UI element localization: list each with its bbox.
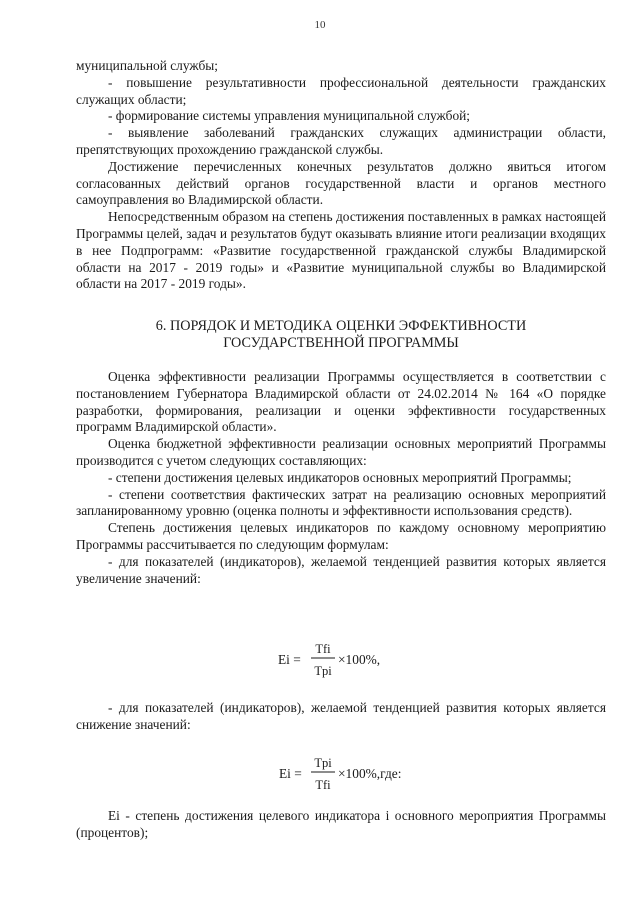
text-block-definition <box>76 808 606 842</box>
list-item: - степени соответствия фактических затрат на реализацию основных мероприятий запланированному уровню (оценка полноты и эффективности использования средств). <box>76 486 606 519</box>
list-item: - для показателей (индикаторов), желаемой тенденцией развития которых является снижение значений: <box>76 700 606 732</box>
text-block-decrease <box>76 700 606 734</box>
formula-denominator: Tpi <box>314 664 332 678</box>
page-number: 10 <box>314 19 326 31</box>
list-item: - выявление заболеваний гражданских служащих администрации области, препятствующих прохождению гражданской службы. <box>76 125 606 157</box>
formula-rhs: ×100%,где: <box>338 766 402 781</box>
formula-lhs: Ei = <box>279 766 302 781</box>
text-block-method <box>76 369 606 587</box>
section-heading <box>76 318 606 352</box>
formula-increase <box>278 640 408 684</box>
formula-numerator: Tpi <box>314 756 332 770</box>
section-heading-line1: 6. ПОРЯДОК И МЕТОДИКА ОЦЕНКИ ЭФФЕКТИВНОСТИ <box>155 318 527 334</box>
formula-denominator: Tfi <box>315 778 331 792</box>
paragraph: Достижение перечисленных конечных результатов должно явиться итогом согласованных действий органов государственной власти и органов местного самоуправления во Владимирской области. <box>76 158 606 208</box>
paragraph: Степень достижения целевых индикаторов по каждому основному мероприятию Программы рассчитывается по следующим формулам: <box>76 520 606 552</box>
formula-decrease <box>279 754 429 798</box>
paragraph: Непосредственным образом на степень достижения поставленных в рамках настоящей Программы целей, задач и результатов будут оказывать влияние итоги реализации входящих в нее Подпрограмм: «Развитие государственной гражданской службы Владимирской области на 2017 - 2019 годы» и «Развитие муниципальной службы во Владимирской области на 2017 - 2019 годы». <box>76 209 606 292</box>
paragraph: Ei - степень достижения целевого индикатора i основного мероприятия Программы (процентов); <box>76 808 606 840</box>
text-block-intro <box>76 58 606 293</box>
formula-increase-svg <box>278 640 408 680</box>
list-item: - степени достижения целевых индикаторов основных мероприятий Программы; <box>108 469 572 485</box>
formula-rhs: ×100%, <box>338 652 381 667</box>
paragraph: муниципальной службы; <box>76 58 218 73</box>
paragraph: Оценка эффективности реализации Программы осуществляется в соответствии с постановлением Губернатора Владимирской области от 24.02.2014 № 164 «О порядке разработки, формирования, реализации и оценки эффективности государственных программ Владимирской области». <box>76 369 606 435</box>
list-item: - повышение результативности профессиональной деятельности гражданских служащих области; <box>76 74 606 107</box>
formula-lhs: Ei = <box>278 652 301 667</box>
formula-decrease-svg <box>279 754 429 794</box>
list-item: - формирование системы управления муниципальной службой; <box>108 108 471 124</box>
formula-numerator: Tfi <box>315 642 331 656</box>
paragraph: Оценка бюджетной эффективности реализации основных мероприятий Программы производится с учетом следующих составляющих: <box>76 436 606 468</box>
section-heading-line2: ГОСУДАРСТВЕННОЙ ПРОГРАММЫ <box>223 335 459 351</box>
list-item: - для показателей (индикаторов), желаемой тенденцией развития которых является увеличение значений: <box>76 553 606 586</box>
